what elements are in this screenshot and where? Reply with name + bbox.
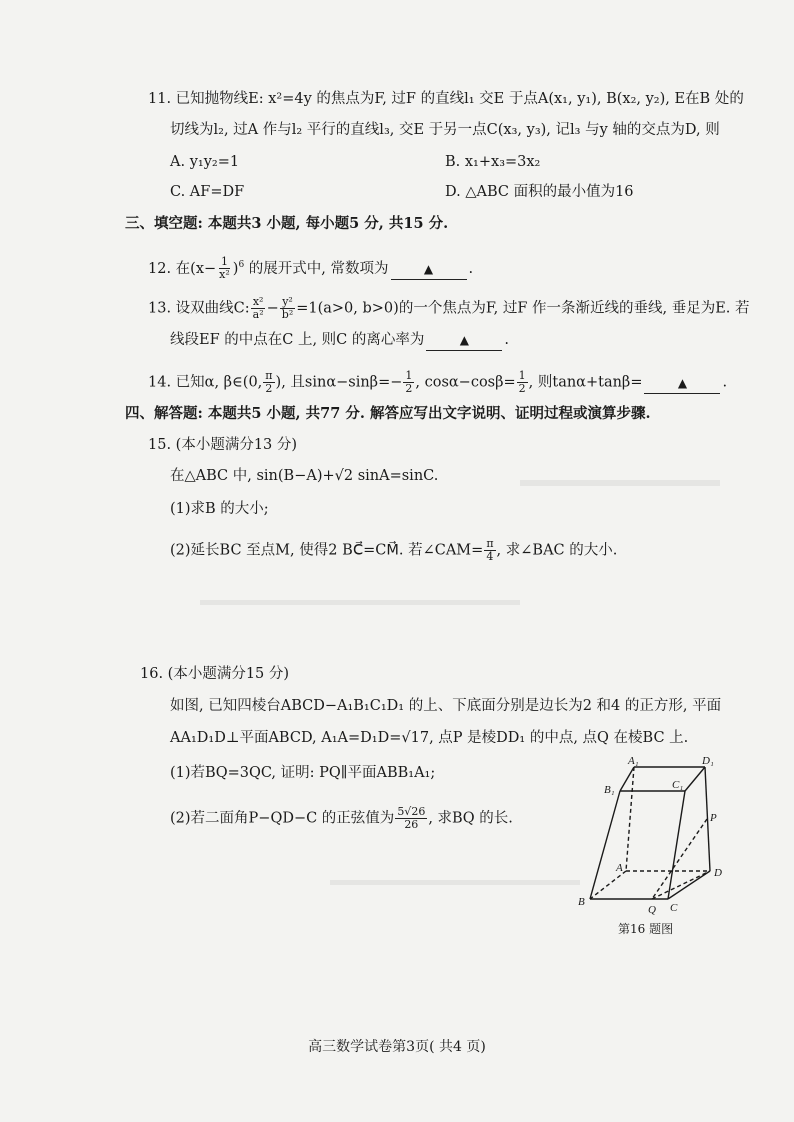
q16-part2-a: (2)若二面角P−QD−C 的正弦值为 [170,810,395,827]
label-c1: C₁ [672,779,684,791]
q14-mid2: , cosα−cosβ= [415,374,516,391]
q15-part2 [170,538,617,563]
q14-mid1: ), 且sinα−sinβ=− [275,374,403,391]
label-b: B [578,896,585,908]
q12-end: . [468,260,474,277]
frustum-figure [570,757,740,937]
q14-fraction-2 [403,370,414,395]
segment-pq [652,819,707,899]
q12-prefix: 12. 在(x− [148,260,217,277]
q14-answer-blank[interactable] [644,373,720,394]
label-d: D [714,867,722,879]
edge-b1b [590,791,620,899]
q12-frac-num: 1 [220,255,228,269]
edge-a1a-hidden [626,767,634,871]
q13-minus: − [266,300,279,317]
q14-f3-den: 2 [518,382,526,395]
edge-ab-hidden [590,871,626,899]
q16-frac-num: 5√26 [397,805,426,818]
section4-heading: 四、解答题: 本题共5 小题, 共77 分. 解答应写出文字说明、证明过程或演算步骤. [125,405,651,422]
q12-close: ) [232,260,239,277]
q13-prefix: 13. 设双曲线C: [148,300,250,317]
q15-frac-den: 4 [486,550,494,563]
q12-fraction [217,256,232,281]
q15-part1: (1)求B 的大小; [170,501,269,517]
q13-f1-num: x² [252,295,264,308]
q13-line1 [148,296,750,321]
q14-fraction-3 [517,370,528,395]
scan-noise [200,600,520,605]
q15-part2-b: , 求∠BAC 的大小. [496,542,618,559]
q14-end: . [722,374,728,391]
label-q: Q [648,904,656,916]
q12-answer-blank[interactable] [391,259,467,280]
figure-caption: 第16 题图 [618,922,674,936]
answer-triangle-icon: ▲ [459,333,469,347]
label-a1: A₁ [628,757,639,767]
q16-line2: AA₁D₁D⊥平面ABCD, A₁A=D₁D=√17, 点P 是棱DD₁ 的中点, 点Q 在棱BC 上. [170,730,689,746]
q13-f2-num: y² [282,295,293,308]
label-c: C [670,902,678,914]
section3-heading: 三、填空题: 本题共3 小题, 每小题5 分, 共15 分. [125,215,449,232]
q13-fraction-x [251,296,266,321]
label-p: P [710,812,717,824]
scan-noise [520,480,720,486]
q11-option-b: B. x₁+x₃=3x₂ [445,154,541,170]
q14-f2-den: 2 [405,382,413,395]
q16-title: 16. (本小题满分15 分) [140,666,290,682]
q13-fraction-y [280,296,295,321]
segment-qd [652,871,710,899]
q11-option-a: A. y₁y₂=1 [170,154,240,170]
q12-text: 的展开式中, 常数项为 [244,260,389,277]
q12-power: 6 [238,260,245,270]
scan-noise [330,880,580,885]
edge-cd [668,871,710,899]
q14-f2-num: 1 [405,369,413,382]
q13-line2-text: 线段EF 的中点在C 上, 则C 的离心率为 [170,332,425,348]
edge-d1c1 [685,767,705,791]
q15-line1: 在△ABC 中, sin(B−A)+√2 sinA=sinC. [170,468,439,484]
q14-f1-num: π [265,369,273,382]
q14-f1-den: 2 [265,382,273,395]
page-footer: 高三数学试卷第3页( 共4 页) [308,1039,486,1055]
label-a: A [616,862,623,874]
q16-line1: 如图, 已知四棱台ABCD−A₁B₁C₁D₁ 的上、下底面分别是边长为2 和4 的正方形, 平面 [170,698,722,714]
q13-f1-den: a² [252,308,264,321]
q14-fraction-1 [263,370,274,395]
q11-line1: 11. 已知抛物线E: x²=4y 的焦点为F, 过F 的直线l₁ 交E 于点A(x₁, y₁), B(x₂, y₂), E在B 处的 [148,91,744,107]
q16-part2 [170,806,513,831]
q14-prefix: 14. 已知α, β∈(0, [148,374,263,391]
answer-triangle-icon: ▲ [677,375,688,390]
q13-line2 [170,330,509,351]
q15-fraction [484,538,495,563]
q14-line [148,370,727,395]
answer-triangle-icon: ▲ [423,261,434,276]
label-d1: D₁ [702,757,714,767]
q16-part2-b: , 求BQ 的长. [428,810,513,827]
q15-part2-a: (2)延长BC 至点M, 使得2 BC⃗=CM⃗. 若∠CAM= [170,542,484,559]
q16-part1: (1)若BQ=3QC, 证明: PQ∥平面ABB₁A₁; [170,765,436,781]
q15-frac-num: π [486,537,494,550]
q14-f3-num: 1 [518,369,526,382]
q14-mid3: , 则tanα+tanβ= [528,374,643,391]
label-b1: B₁ [604,784,615,796]
q13-f2-den: b² [281,308,294,321]
q11-option-c: C. AF=DF [170,184,245,200]
q13-answer-blank[interactable] [426,330,502,351]
q16-fraction [395,806,427,831]
q16-frac-den: 26 [404,818,419,831]
q13-rest: =1(a>0, b>0)的一个焦点为F, 过F 作一条渐近线的垂线, 垂足为E. 若 [296,300,750,317]
q12-frac-den: x² [219,268,230,282]
q12-line [148,255,473,281]
edge-a1b1 [620,767,634,791]
q11-line2: 切线为l₂, 过A 作与l₂ 平行的直线l₃, 交E 于另一点C(x₃, y₃), 记l₃ 与y 轴的交点为D, 则 [170,122,720,138]
q13-end: . [504,332,509,348]
q11-option-d: D. △ABC 面积的最小值为16 [445,184,634,200]
edge-c1c [668,791,685,899]
q15-title: 15. (本小题满分13 分) [148,437,298,453]
